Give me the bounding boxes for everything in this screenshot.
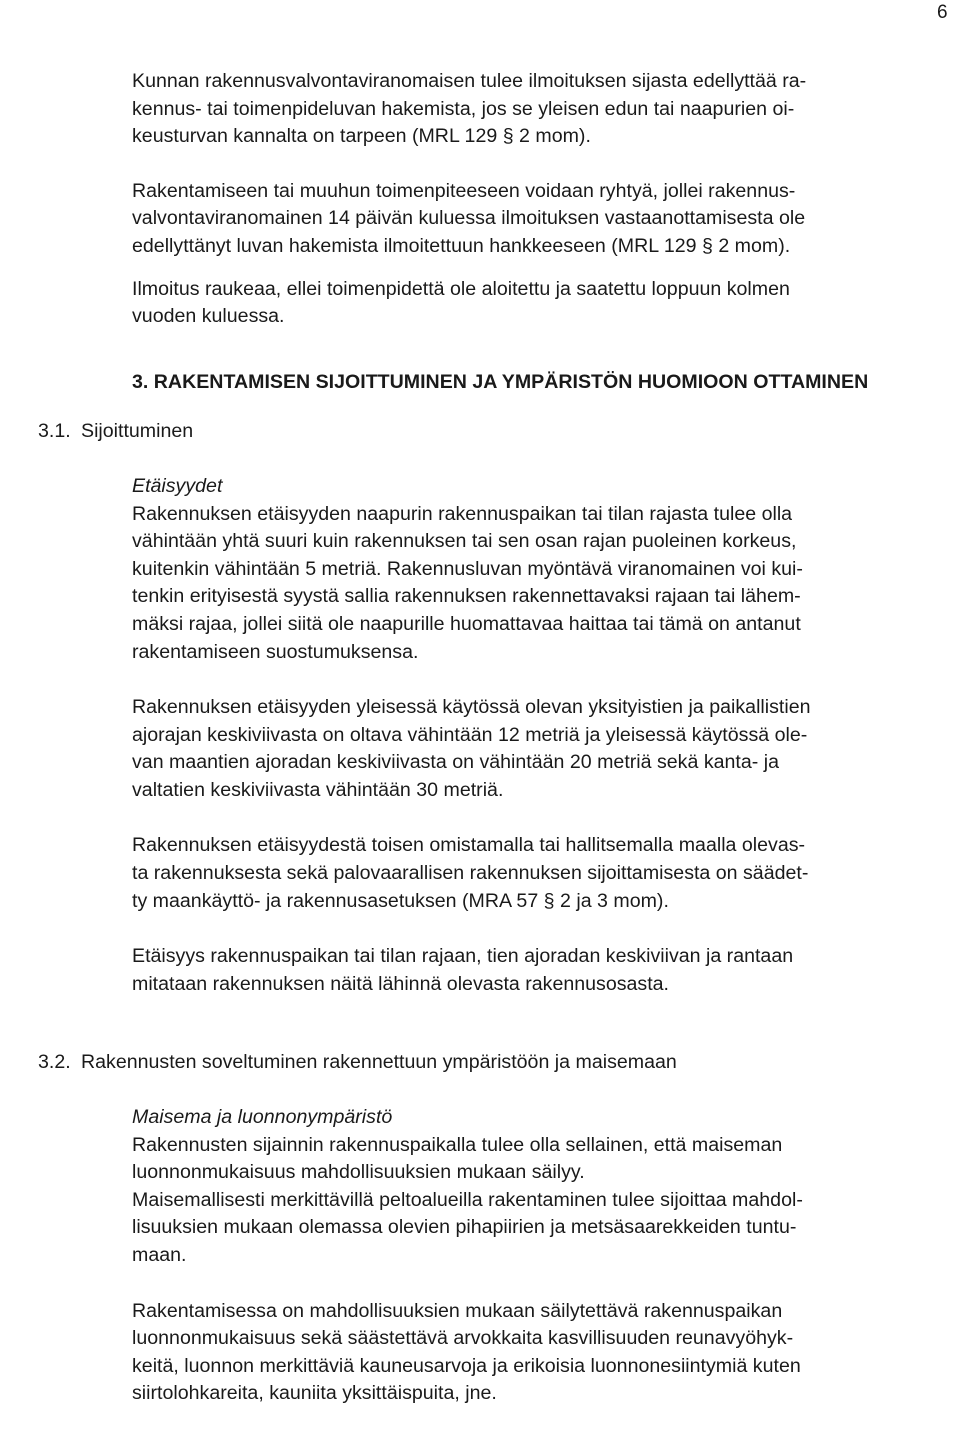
text-line: Rakentamiseen tai muuhun toimenpiteeseen voidaan ryhtyä, jollei rakennus- [132,179,796,202]
text-line: rakentamiseen suostumuksensa. [132,640,419,663]
paragraph-other-building-distance [132,832,958,915]
text-line: ty maankäyttö- ja rakennusasetuksen (MRA 57 § 2 ja 3 mom). [132,889,669,912]
subsection-title: Sijoittuminen [81,420,194,443]
text-line: tenkin erityisestä syystä sallia rakennuksen rakennettavaksi rajaan tai lähem- [132,585,801,608]
text-line: lisuuksien mukaan olemassa olevien pihapiirien ja metsäsaarekkeiden tuntu- [132,1216,797,1239]
text-line: Rakennuksen etäisyyden naapurin rakennuspaikan tai tilan rajasta tulee olla [132,502,793,525]
subheading-maisema: Maisema ja luonnonympäristö [132,1106,393,1129]
subsection-heading-3-1 [38,418,958,446]
text-line: vuoden kuluessa. [132,305,285,328]
subsection-title: Rakennusten soveltuminen rakennettuun ympäristöön ja maisemaan [81,1051,677,1074]
text-line: Etäisyys rakennuspaikan tai tilan rajaan, tien ajoradan keskiviivan ja rantaan [132,945,794,968]
section-heading-3: 3. RAKENTAMISEN SIJOITTUMINEN JA YMPÄRISTÖN HUOMIOON OTTAMINEN [132,370,869,393]
text-line: vähintään yhtä suuri kuin rakennuksen tai sen osan rajan puoleinen korkeus, [132,530,797,553]
text-line: Rakennuksen etäisyydestä toisen omistamalla tai hallitsemalla maalla olevas- [132,834,806,857]
paragraph-measurement [132,943,958,998]
subheading-etaisyydet: Etäisyydet [132,474,223,497]
paragraph-start-construction [132,178,958,261]
text-line: keitä, luonnon merkittäviä kauneusarvoja ja erikoisia luonnonesiintymiä kuten [132,1354,801,1377]
text-line: kennus- tai toimenpideluvan hakemista, jos se yleisen edun tai naapurien oi- [132,97,795,120]
text-line: mitataan rakennuksen näitä lähinnä olevasta rakennusosasta. [132,972,670,995]
text-line: Maisemallisesti merkittävillä peltoalueilla rakentaminen tulee sijoittaa mahdol- [132,1188,803,1211]
text-line: luonnonmukaisuus sekä säästettävä arvokkaita kasvillisuuden reunavyöhyk- [132,1327,794,1350]
paragraph-natural-values [132,1298,958,1408]
text-line: Ilmoitus raukeaa, ellei toimenpidettä ole aloitettu ja saatettu loppuun kolmen [132,277,790,300]
text-line: van maantien ajoradan keskiviivasta on vähintään 20 metriä sekä kanta- ja [132,751,779,774]
text-line: Kunnan rakennusvalvontaviranomaisen tulee ilmoituksen sijasta edellyttää ra- [132,70,807,92]
text-line: siirtolohkareita, kauniita yksittäispuita, jne. [132,1382,497,1405]
document-body [38,68,958,1422]
text-line: mäksi rajaa, jollei siitä ole naapurille huomattavaa haittaa tai tämä on antanut [132,612,801,635]
subsection-number: 3.2. [38,1051,71,1074]
paragraph-landscape [132,1132,958,1270]
text-line: luonnonmukaisuus mahdollisuuksien mukaan säilyy. [132,1161,585,1184]
text-line: keusturvan kannalta on tarpeen (MRL 129 § 2 mom). [132,125,591,148]
text-line: maan. [132,1244,187,1266]
text-line: ajorajan keskiviivasta on oltava vähintään 12 metriä ja yleisessä käytössä ole- [132,723,808,746]
page-number: 6 [937,2,948,23]
text-line: ta rakennuksesta sekä palovaarallisen rakennuksen sijoittamisesta on säädet- [132,862,809,885]
paragraph-notification-expiry [132,276,958,331]
text-line: kuitenkin vähintään 5 metriä. Rakennusluvan myöntävä viranomainen voi kui- [132,557,803,580]
text-line: edellyttänyt luvan hakemista ilmoitettuun hankkeeseen (MRL 129 § 2 mom). [132,234,791,257]
text-line: Rakennusten sijainnin rakennuspaikalla tulee olla sellainen, että maiseman [132,1133,783,1156]
paragraph-neighbor-distance [132,501,958,667]
text-line: Rakentamisessa on mahdollisuuksien mukaan säilytettävä rakennuspaikan [132,1299,783,1322]
subsection-number: 3.1. [38,420,71,443]
text-line: valvontaviranomainen 14 päivän kuluessa ilmoituksen vastaanottamisesta ole [132,207,806,230]
paragraph-road-distance [132,694,958,804]
text-line: Rakennuksen etäisyyden yleisessä käytössä olevan yksityistien ja paikallistien [132,696,811,719]
subsection-heading-3-2 [38,1049,958,1077]
paragraph-notification-permit [132,68,958,151]
text-line: valtatien keskiviivasta vähintään 30 metriä. [132,778,504,801]
